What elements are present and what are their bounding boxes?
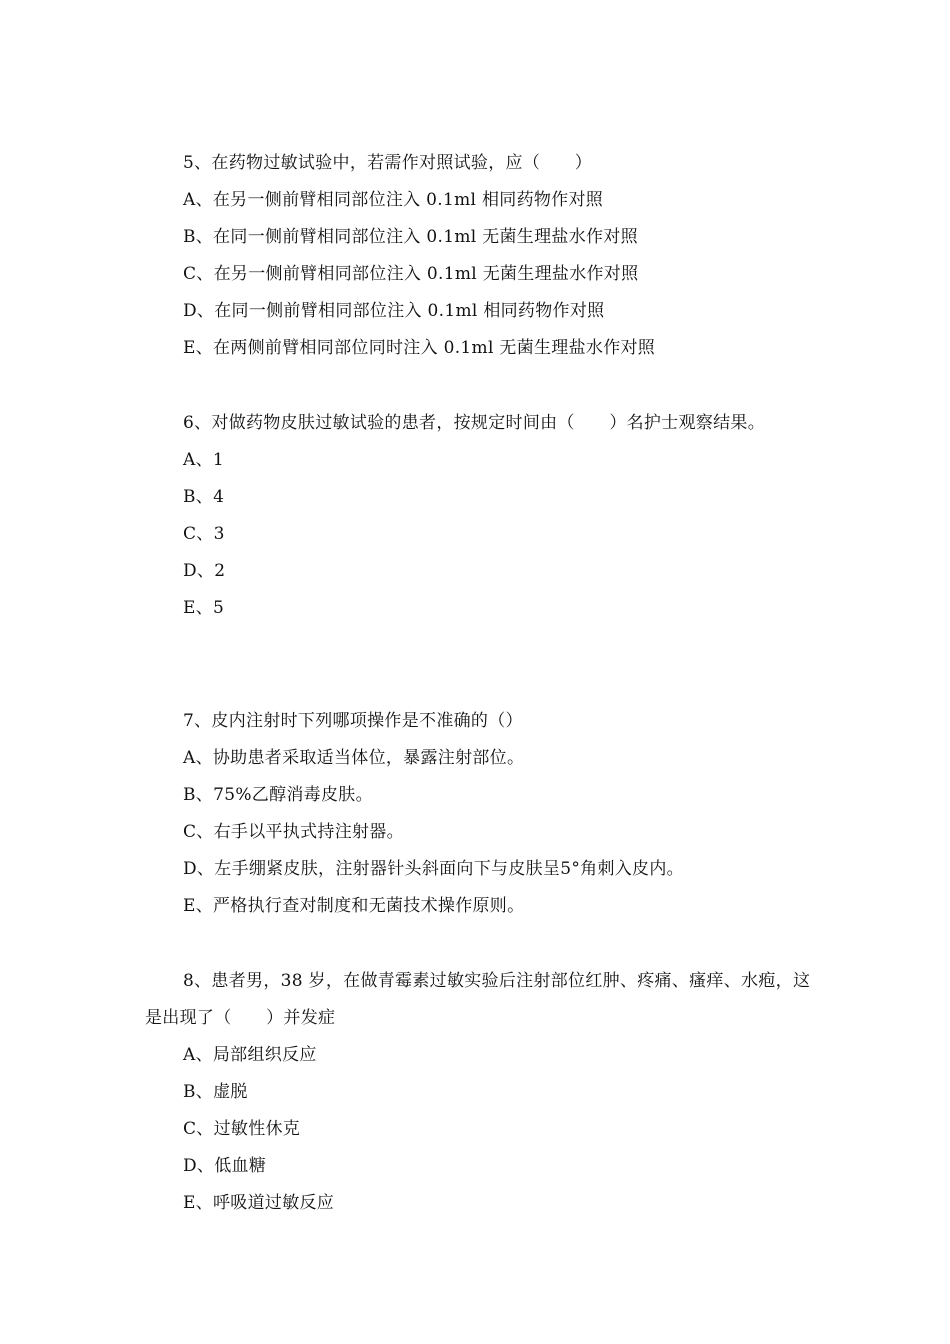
option-a: A、局部组织反应 xyxy=(183,1045,317,1065)
question-7 xyxy=(145,703,815,925)
option-a: A、在另一侧前臂相同部位注入 0.1ml 相同药物作对照 xyxy=(183,190,604,210)
option-b: B、4 xyxy=(183,487,225,507)
option-d: D、在同一侧前臂相同部位注入 0.1ml 相同药物作对照 xyxy=(183,301,605,321)
question-stem: 8、患者男，38 岁，在做青霉素过敏实验后注射部位红肿、疼痛、瘙痒、水疱，这是出现了（ ）并发症 xyxy=(145,971,811,1028)
option-e: E、5 xyxy=(183,598,225,618)
option-e: E、在两侧前臂相同部位同时注入 0.1ml 无菌生理盐水作对照 xyxy=(183,338,656,358)
option-c: C、3 xyxy=(183,524,225,544)
question-5 xyxy=(145,145,815,367)
question-8 xyxy=(145,963,815,1222)
question-6 xyxy=(145,405,815,627)
option-a: A、1 xyxy=(183,450,224,470)
option-b: B、虚脱 xyxy=(183,1082,248,1102)
option-d: D、低血糖 xyxy=(183,1156,267,1176)
option-c: C、过敏性休克 xyxy=(183,1119,301,1139)
option-a: A、协助患者采取适当体位，暴露注射部位。 xyxy=(183,748,525,768)
option-c: C、右手以平执式持注射器。 xyxy=(183,822,404,842)
option-c: C、在另一侧前臂相同部位注入 0.1ml 无菌生理盐水作对照 xyxy=(183,264,639,284)
option-b: B、在同一侧前臂相同部位注入 0.1ml 无菌生理盐水作对照 xyxy=(183,227,638,247)
option-d: D、2 xyxy=(183,561,226,581)
option-e: E、呼吸道过敏反应 xyxy=(183,1193,335,1213)
option-e: E、严格执行查对制度和无菌技术操作原则。 xyxy=(183,896,525,916)
question-stem: 5、在药物过敏试验中，若需作对照试验，应（ ） xyxy=(183,153,593,173)
question-stem: 7、皮内注射时下列哪项操作是不准确的（） xyxy=(183,711,523,731)
question-stem: 6、对做药物皮肤过敏试验的患者，按规定时间由（ ）名护士观察结果。 xyxy=(183,413,766,433)
option-b: B、75%乙醇消毒皮肤。 xyxy=(183,785,373,805)
option-d: D、左手绷紧皮肤，注射器针头斜面向下与皮肤呈5°角刺入皮内。 xyxy=(183,859,684,879)
